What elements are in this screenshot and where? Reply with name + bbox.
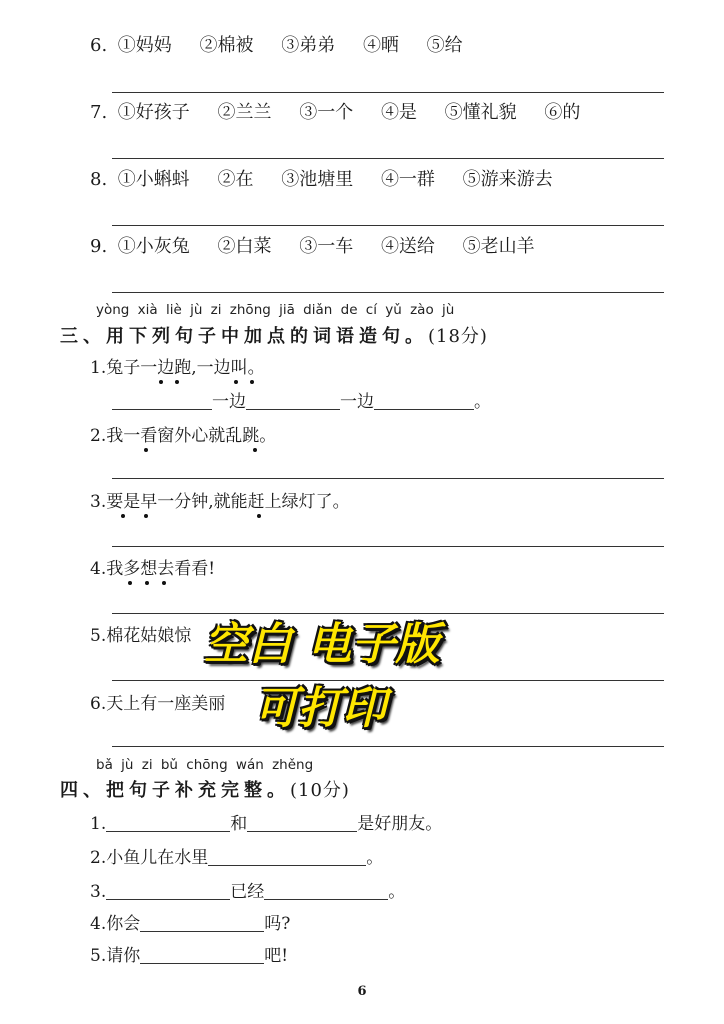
part-2: 。 <box>366 848 384 868</box>
sentence-3 <box>90 490 350 514</box>
emphasis-dot <box>175 380 179 384</box>
word-1: ①小灰兔 <box>117 236 190 257</box>
section4-title: 四、把句子补充完整。 <box>60 780 290 801</box>
item-number: 3. <box>90 492 107 512</box>
order-item-9 <box>90 235 557 259</box>
word-4: ④是 <box>380 102 417 123</box>
word-2: ②在 <box>217 169 254 190</box>
emphasis-dot <box>128 581 132 585</box>
word-2: ②棉被 <box>199 35 254 56</box>
word-2: ②白菜 <box>217 236 272 257</box>
sentence-6 <box>90 692 225 716</box>
word-1: ①小蝌蚪 <box>117 169 190 190</box>
part-2: 吗? <box>264 914 291 934</box>
word-5: ⑤给 <box>426 35 463 56</box>
complete-item-1 <box>90 812 442 836</box>
item-number: 8. <box>90 169 108 190</box>
sentence-5 <box>90 624 191 648</box>
word-6: ⑥的 <box>544 102 581 123</box>
emphasis-dot <box>121 514 125 518</box>
answer-line[interactable] <box>112 746 664 747</box>
sentence-4 <box>90 557 215 581</box>
item-number: 6. <box>90 35 108 56</box>
complete-item-4 <box>90 912 290 936</box>
item-number: 1. <box>90 358 107 378</box>
fill-blank[interactable] <box>106 813 230 832</box>
sentence-text: 我一看窗外心就乱跳。 <box>106 426 277 446</box>
fill-end: 。 <box>474 392 491 412</box>
word-5: ⑤游来游去 <box>462 169 553 190</box>
section3-score: (18分) <box>428 326 488 347</box>
watermark-line-2: 可打印 <box>254 683 386 734</box>
emphasis-dot <box>250 380 254 384</box>
word-1: ①妈妈 <box>117 35 172 56</box>
fill-blank[interactable] <box>264 881 388 900</box>
complete-item-2 <box>90 846 383 870</box>
sentence-text: 天上有一座美丽 <box>106 694 226 714</box>
item-number: 4. <box>90 914 107 934</box>
item-number: 5. <box>90 626 107 646</box>
part-1: 请你 <box>106 946 141 966</box>
item-number: 3. <box>90 882 107 902</box>
fill-blank[interactable] <box>106 881 230 900</box>
word-3: ③弟弟 <box>281 35 336 56</box>
word-5: ⑤老山羊 <box>462 236 535 257</box>
word-3: ③一车 <box>299 236 354 257</box>
sentence-1 <box>90 356 265 380</box>
word-5: ⑤懂礼貌 <box>444 102 517 123</box>
fill-blank[interactable] <box>374 391 474 410</box>
fill-blank[interactable] <box>140 913 264 932</box>
emphasis-dot <box>144 448 148 452</box>
part-1: 和 <box>230 814 248 834</box>
item-number: 5. <box>90 946 107 966</box>
item-number: 7. <box>90 102 108 123</box>
part-1: 已经 <box>230 882 265 902</box>
emphasis-dot <box>253 448 257 452</box>
word-4: ④一群 <box>380 169 435 190</box>
sentence-text: 棉花姑娘惊 <box>106 626 192 646</box>
part-1: 小鱼儿在水里 <box>106 848 209 868</box>
emphasis-dot <box>162 581 166 585</box>
order-item-6 <box>90 34 485 58</box>
sentence-1-fill <box>112 390 491 414</box>
order-item-7 <box>90 101 602 125</box>
answer-line[interactable] <box>112 158 664 159</box>
section4-heading <box>60 776 350 802</box>
part-2: 是好朋友。 <box>357 814 443 834</box>
item-number: 6. <box>90 694 107 714</box>
fill-blank[interactable] <box>140 945 264 964</box>
answer-line[interactable] <box>112 680 664 681</box>
emphasis-dot <box>159 380 163 384</box>
answer-line[interactable] <box>112 478 664 479</box>
page-number: 6 <box>357 984 367 999</box>
part-2: 。 <box>388 882 406 902</box>
word-4: ④晒 <box>362 35 399 56</box>
emphasis-dot <box>145 581 149 585</box>
word-3: ③池塘里 <box>281 169 354 190</box>
emphasis-dot <box>234 380 238 384</box>
fill-blank[interactable] <box>208 847 366 866</box>
answer-line[interactable] <box>112 92 664 93</box>
complete-item-5 <box>90 944 288 968</box>
fill-blank[interactable] <box>247 813 357 832</box>
word-3: ③一个 <box>299 102 354 123</box>
answer-line[interactable] <box>112 292 664 293</box>
word-2: ②兰兰 <box>217 102 272 123</box>
watermark-line-1: 空白 电子版 <box>204 619 440 670</box>
answer-line[interactable] <box>112 225 664 226</box>
part-1: 你会 <box>106 914 141 934</box>
complete-item-3 <box>90 880 405 904</box>
sentence-2 <box>90 424 276 448</box>
fill-word-1: 一边 <box>212 392 246 412</box>
answer-line[interactable] <box>112 546 664 547</box>
sentence-text: 要是早一分钟,就能赶上绿灯了。 <box>106 492 350 512</box>
fill-blank[interactable] <box>112 391 212 410</box>
item-number: 9. <box>90 236 108 257</box>
emphasis-dot <box>144 514 148 518</box>
item-number: 2. <box>90 848 107 868</box>
word-4: ④送给 <box>380 236 435 257</box>
fill-word-2: 一边 <box>340 392 374 412</box>
section4-pinyin: bǎ jù zi bǔ chōng wán zhěng <box>96 757 314 773</box>
fill-blank[interactable] <box>246 391 340 410</box>
sentence-text: 兔子一边跑,一边叫。 <box>106 358 265 378</box>
section3-pinyin: yòng xià liè jù zi zhōng jiā diǎn de cí yǔ zào jù <box>96 302 455 318</box>
item-number: 2. <box>90 426 107 446</box>
emphasis-dot <box>257 514 261 518</box>
section3-heading <box>60 322 488 348</box>
section4-score: (10分) <box>290 780 350 801</box>
item-number: 1. <box>90 814 107 834</box>
section3-title: 三、用下列句子中加点的词语造句。 <box>60 326 428 347</box>
part-2: 吧! <box>264 946 289 966</box>
order-item-8 <box>90 168 575 192</box>
item-number: 4. <box>90 559 107 579</box>
word-1: ①好孩子 <box>117 102 190 123</box>
sentence-text: 我多想去看看! <box>106 559 216 579</box>
